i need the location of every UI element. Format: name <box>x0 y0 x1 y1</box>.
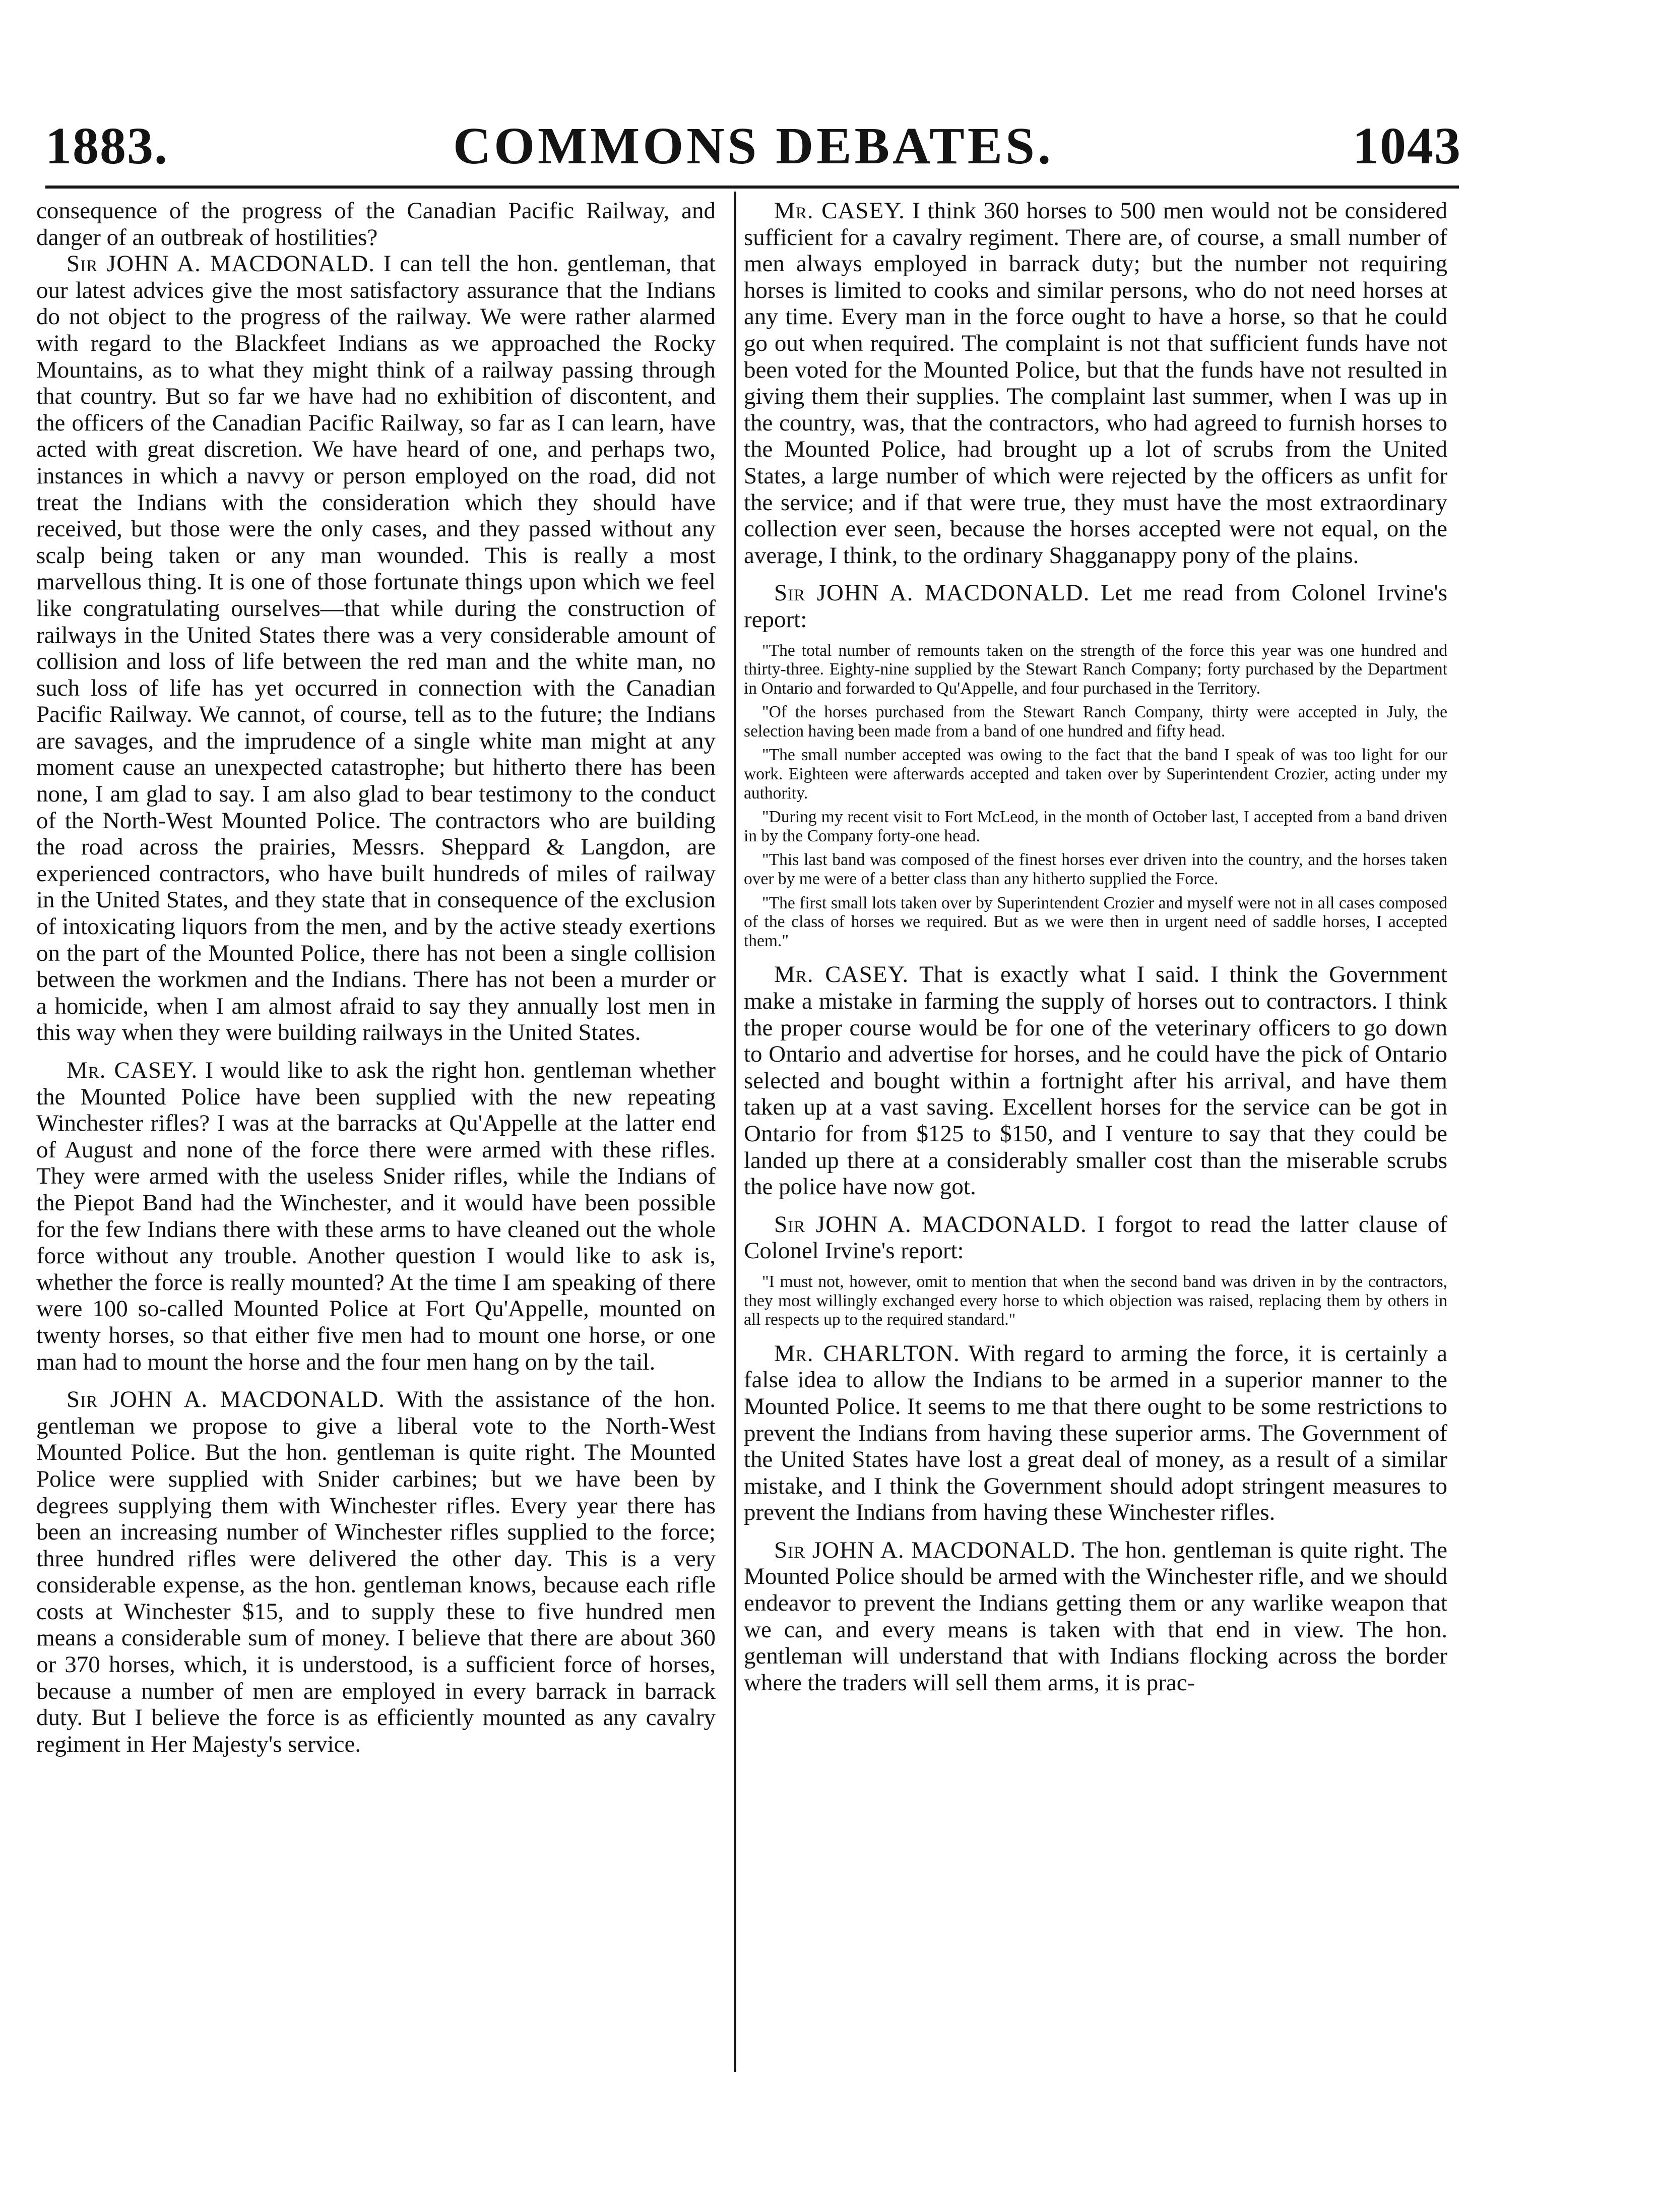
page-number: 1043 <box>1353 117 1461 175</box>
speaker-name: Mr. CASEY. <box>774 961 909 988</box>
speaker-name: Mr. CASEY. <box>774 198 905 224</box>
speech-macdonald-2 <box>36 1386 716 1757</box>
speech-text: The hon. gentleman is quite right. The Mounted Police should be armed with the Winchester rifle, and we should endeavor to prevent the Indians getting them or any warlike weapon that we can, and every means is taken with that end in view. The hon. gentleman will understand that with Indians flocking across the border where the traders will sell them arms, it is prac- <box>744 1537 1447 1696</box>
speech-casey-1 <box>36 1057 716 1375</box>
page-title: COMMONS DEBATES. <box>453 117 1054 175</box>
paragraph-continuation: consequence of the progress of the Canadian Pacific Railway, and danger of an outbreak of hostilities? <box>36 198 716 251</box>
speech-text: With the assistance of the hon. gentleman we propose to give a liberal vote to the North-West Mounted Police. But the hon. gentleman is quite right. The Mounted Police were supplied with Snider carbines; but we have been by degrees supplying them with Winchester rifles. Every year there has been an increasing number of Winchester rifles supplied to the force; three hundred rifles were delivered the other day. This is a very considerable expense, as the hon. gentleman knows, because each rifle costs at Winchester $15, and to supply these to five hundred men means a considerable sum of money. I believe that there are about 360 or 370 horses, which, it is understood, is a sufficient force of horses, because a number of men are employed in every barrack in barrack duty. But I believe the force is as efficiently mounted as any cavalry regiment in Her Majesty's service. <box>36 1386 716 1757</box>
speaker-name: Sir JOHN A. MACDONALD. <box>67 1386 385 1413</box>
speaker-name: Sir JOHN A. MACDONALD. <box>774 1211 1087 1238</box>
speaker-name: Mr. CHARLTON. <box>774 1340 960 1367</box>
right-column <box>744 198 1447 1696</box>
report-quotation <box>744 641 1447 951</box>
quote-paragraph: "Of the horses purchased from the Stewart Ranch Company, thirty were accepted in July, the selection having been made from a band of one hundred and fifty head. <box>744 703 1447 741</box>
column-divider <box>734 192 736 2072</box>
speech-text: I would like to ask the right hon. gentleman whether the Mounted Police have been supplied with the new repeating Winchester rifles? I was at the barracks at Qu'Appelle at the latter end of August and none of the force there were armed with these rifles. They were armed with the useless Snider rifles, while the Indians of the Piepot Band had the Winchester, and it would have been possible for the few Indians there with these arms to have cleaned out the whole force without any trouble. Another question I would like to ask is, whether the force is really mounted? At the time I am speaking of there were 100 so-called Mounted Police at Fort Qu'Appelle, mounted on twenty horses, so that either five men had to mount one horse, or one man had to mount the horse and the four men hang on by the tail. <box>36 1057 716 1375</box>
speech-macdonald-1 <box>36 251 716 1046</box>
quote-paragraph: "The small number accepted was owing to the fact that the band I speak of was too light for our work. Eighteen were afterwards accepted and taken over by Superintendent Crozier, acting under my authority. <box>744 746 1447 803</box>
quote-paragraph: "The first small lots taken over by Superintendent Crozier and myself were not in all cases composed of the class of horses we required. But as we were then in urgent need of saddle horses, I accepted them." <box>744 893 1447 950</box>
header-year: 1883. <box>45 117 168 175</box>
left-column <box>36 198 716 1757</box>
speaker-name: Sir JOHN A. MACDONALD. <box>67 251 375 277</box>
speaker-name: Sir JOHN A. MACDONALD. <box>774 580 1090 606</box>
quote-paragraph: "During my recent visit to Fort McLeod, in the month of October last, I accepted from a band driven in by the Company forty-one head. <box>744 808 1447 845</box>
speech-text: I think 360 horses to 500 men would not be considered sufficient for a cavalry regiment. There are, of course, a small number of men always employed in barrack duty; but the number not requiring horses is limited to cooks and similar persons, who do not need horses at any time. Every man in the force ought to have a horse, so that he could go out when required. The complaint is not that sufficient funds have not been voted for the Mounted Police, but that the funds have not resulted in giving them their supplies. The complaint last summer, when I was up in the country, was, that the contractors, who had agreed to furnish horses to the Mounted Police, had brought up a lot of scrubs from the United States, a large number of which were rejected by the officers as unfit for the service; and if that were true, they must have the most extraordinary collection ever seen, because the horses accepted were not equal, on the average, I think, to the ordinary Shagganappy pony of the plains. <box>744 198 1447 569</box>
report-quotation <box>744 1272 1447 1329</box>
speech-text: I can tell the hon. gentleman, that our latest advices give the most satisfactory assurance that the Indians do not object to the progress of the railway. We were rather alarmed with regard to the Blackfeet Indians as we approached the Rocky Mountains, as to what they might think of a railway passing through that country. But so far we have had no exhibition of discontent, and the officers of the Canadian Pacific Railway, so far as I can learn, have acted with great discretion. We have heard of one, and perhaps two, instances in which a navvy or person employed on the road, did not treat the Indians with the consideration which they should have received, but those were the only cases, and they passed without any scalp being taken or any man wounded. This is really a most marvellous thing. It is one of those fortunate things upon which we feel like congratulating ourselves—that while during the construction of railways in the United States there was a very considerable amount of collision and loss of life between the red man and the white man, no such loss of life has yet occurred in connection with the Canadian Pacific Railway. We cannot, of course, tell as to the future; the Indians are savages, and the imprudence of a single white man might at any moment cause an unexpected catastrophe; but hitherto there has been none, I am glad to say. I am also glad to bear testimony to the conduct of the North-West Mounted Police. The contractors who are building the road across the prairies, Messrs. Sheppard & Langdon, are experienced contractors, who have built hundreds of miles of railway in the United States, and they state that in consequence of the exclusion of intoxicating liquors from the men, and by the active steady exertions on the part of the Mounted Police, there has not been a single collision between the workmen and the Indians. There has not been a murder or a homicide, when I am almost afraid to say they annually lost men in this way when they were building railways in the United States. <box>36 251 716 1046</box>
speech-casey-2 <box>744 198 1447 569</box>
speech-macdonald-5 <box>744 1537 1447 1696</box>
speech-macdonald-4 <box>744 1211 1447 1264</box>
page-header <box>45 116 1461 181</box>
speech-text: I forgot to read the latter clause of Colonel Irvine's report: <box>744 1211 1447 1264</box>
header-rule <box>45 186 1459 189</box>
quote-paragraph: "The total number of remounts taken on the strength of the force this year was one hundred and thirty-three. Eighty-nine supplied by the Stewart Ranch Company; forty purchased by the Department in Ontario and forwarded to Qu'Appelle, and four purchased in the Territory. <box>744 641 1447 698</box>
speech-casey-3 <box>744 961 1447 1200</box>
speech-text: With regard to arming the force, it is certainly a false idea to allow the Indians to be armed in a superior manner to the Mounted Police. It seems to me that there ought to be some restrictions to prevent the Indians from having these superior arms. The Government of the United States have lost a great deal of money, as a result of a similar mistake, and I think the Government should adopt stringent measures to prevent the Indians from having these Winchester rifles. <box>744 1340 1447 1526</box>
speaker-name: Mr. CASEY. <box>67 1057 198 1083</box>
speech-text: Let me read from Colonel Irvine's report: <box>744 580 1447 633</box>
speech-charlton-1 <box>744 1340 1447 1526</box>
quote-paragraph: "This last band was composed of the finest horses ever driven into the country, and the horses taken over by me were of a better class than any hitherto supplied the Force. <box>744 850 1447 889</box>
speaker-name: Sir JOHN A. MACDONALD. <box>774 1537 1076 1563</box>
speech-macdonald-3 <box>744 580 1447 633</box>
speech-text: That is exactly what I said. I think the Government make a mistake in farming the supply of horses out to contractors. I think the proper course would be for one of the veterinary officers to go down to Ontario and advertise for horses, and he could have the pick of Ontario selected and bought within a fortnight after his arrival, and have them taken up at a vast saving. Excellent horses for the service can be got in Ontario for from $125 to $150, and I venture to say that they could be landed up there at a considerably smaller cost than the miserable scrubs the police have now got. <box>744 961 1447 1200</box>
quote-paragraph: "I must not, however, omit to mention that when the second band was driven in by the contractors, they most willingly exchanged every horse to which objection was raised, replacing them by others in all respects up to the required standard." <box>744 1272 1447 1329</box>
